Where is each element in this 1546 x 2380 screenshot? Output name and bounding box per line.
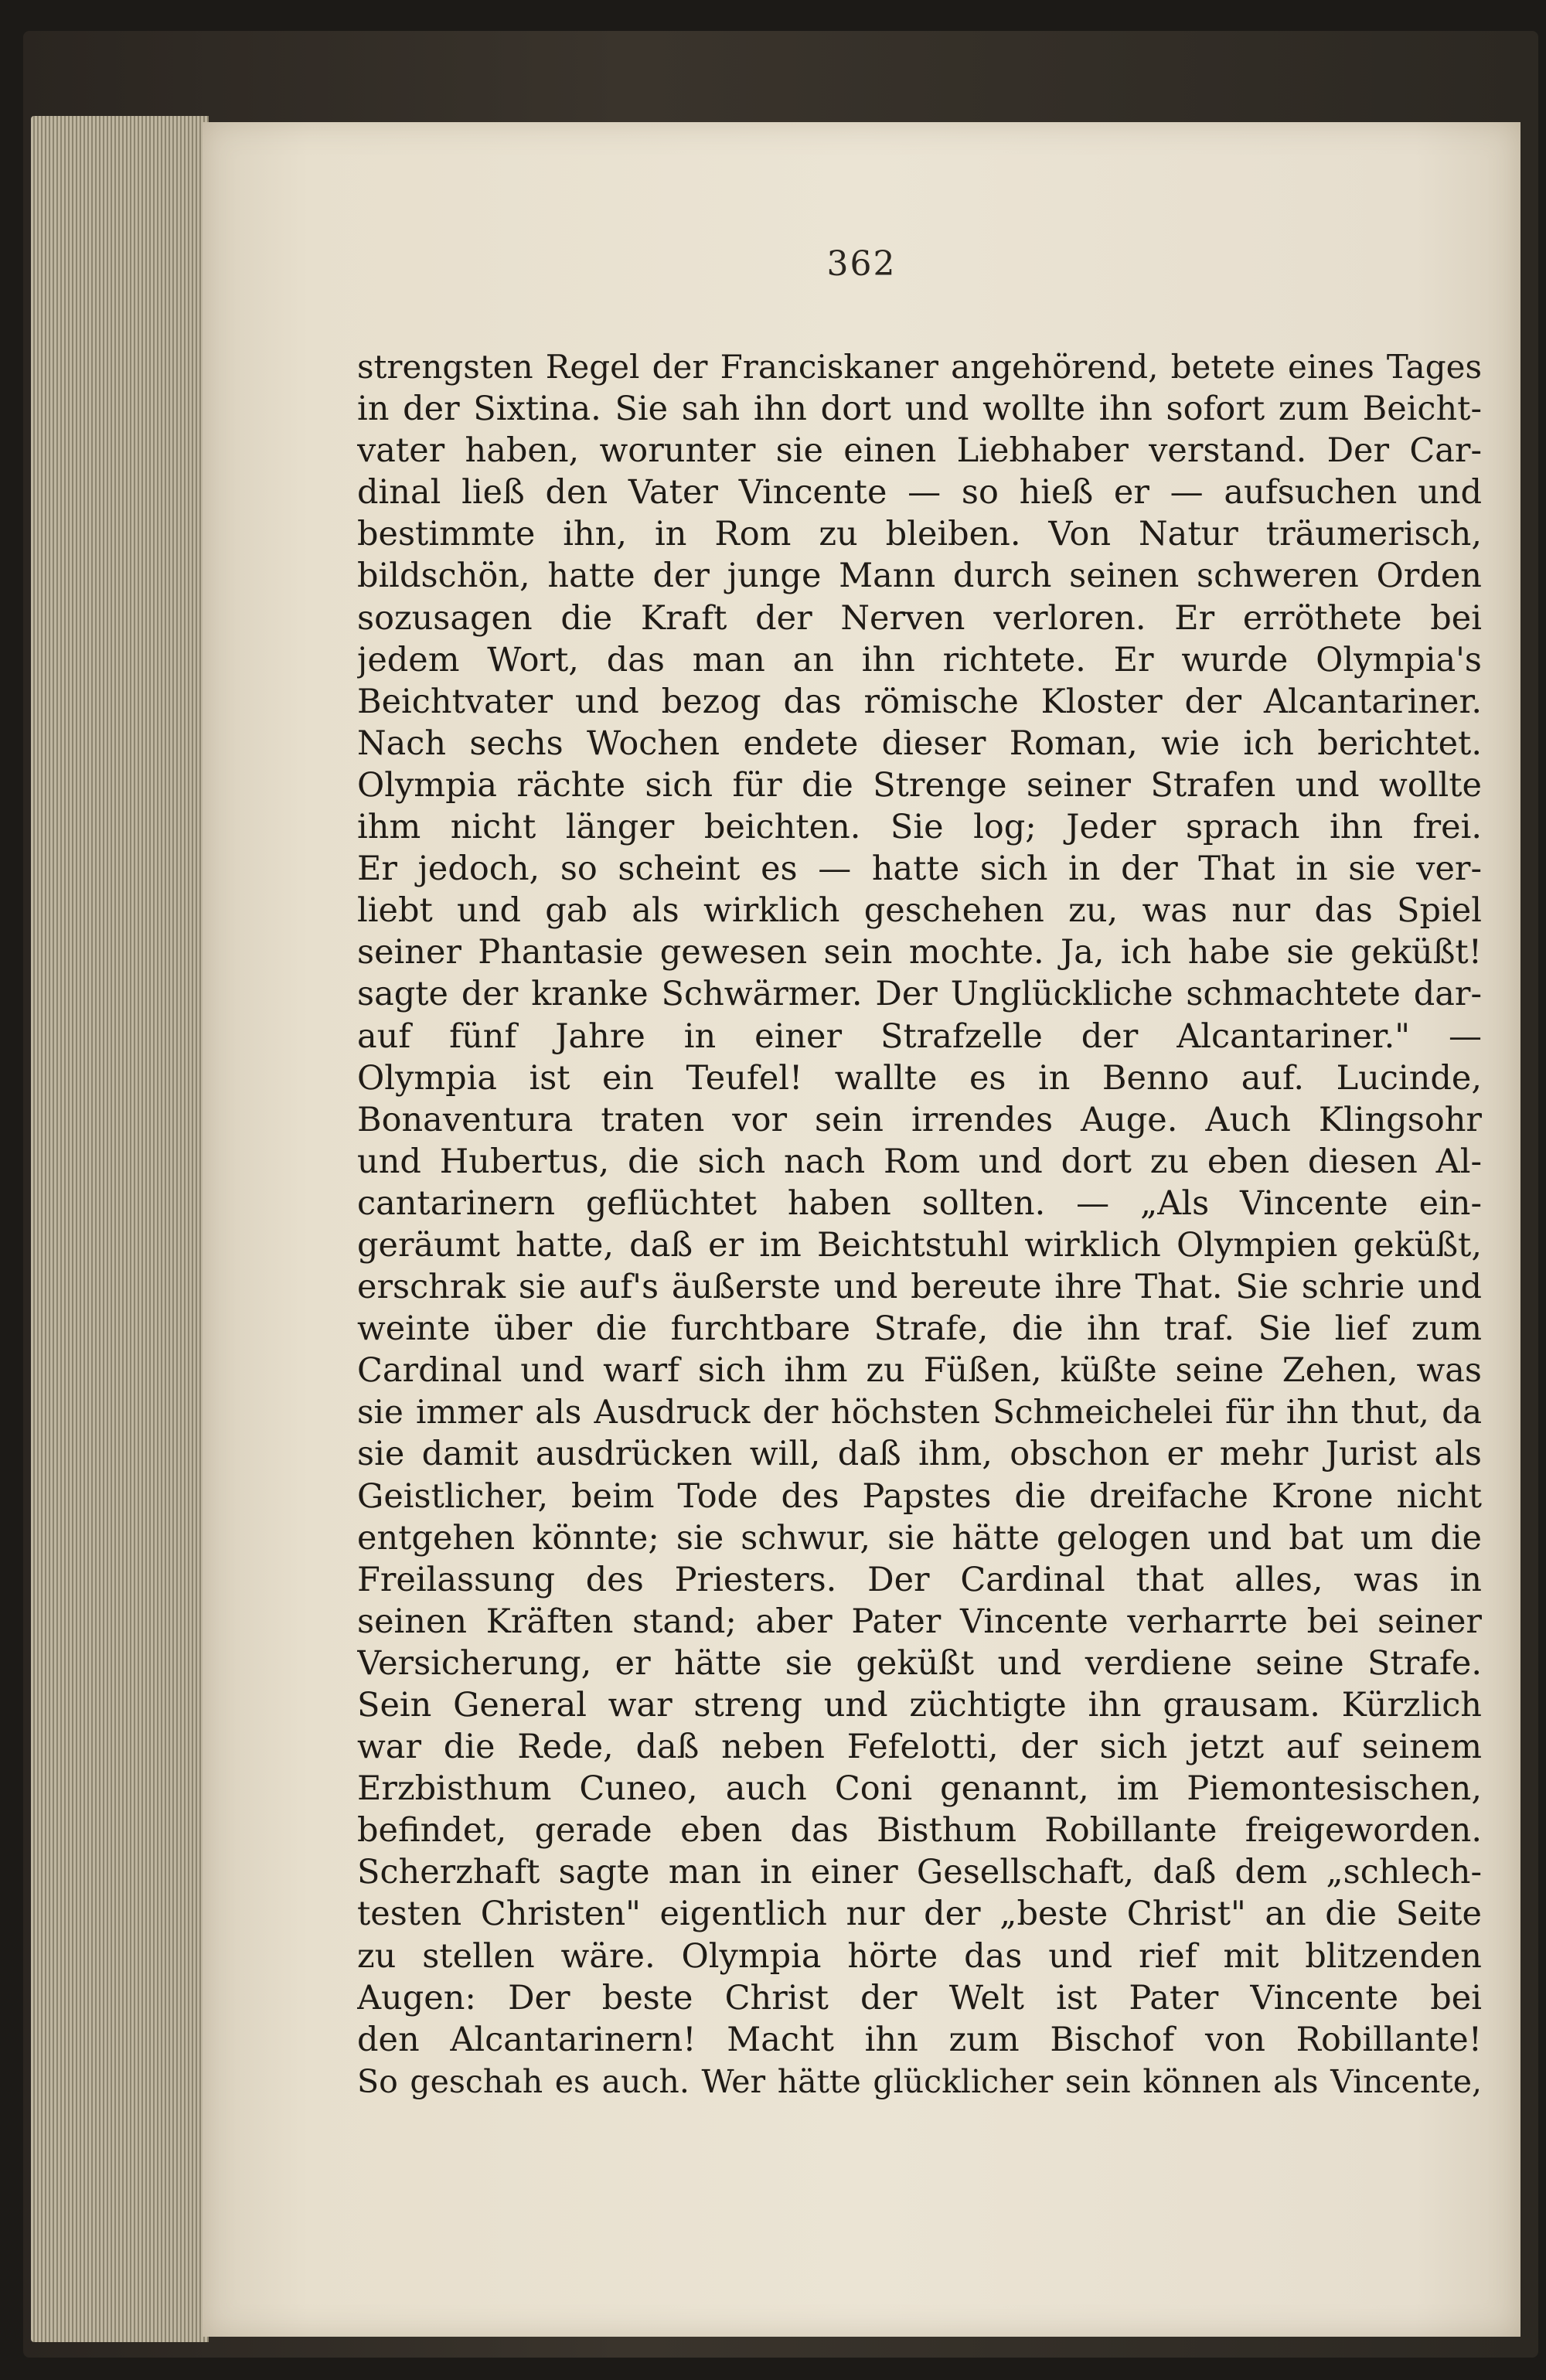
text-line: zu stellen wäre. Olympia hörte das und rief mit blitzenden xyxy=(357,1936,1482,1976)
text-line: Versicherung, er hätte sie geküßt und verdiene seine Strafe. xyxy=(357,1643,1482,1683)
text-line: jedem Wort, das man an ihn richtete. Er wurde Olympia's xyxy=(357,640,1482,679)
book-page xyxy=(203,122,1520,2337)
text-line: in der Sixtina. Sie sah ihn dort und wollte ihn sofort zum Beicht- xyxy=(357,390,1482,429)
text-line: cantarinern geflüchtet haben sollten. — „Als Vincente ein- xyxy=(357,1183,1482,1223)
text-line: Sein General war streng und züchtigte ihn grausam. Kürzlich xyxy=(357,1686,1482,1725)
text-line: Cardinal und warf sich ihm zu Füßen, küßte seine Zehen, was xyxy=(357,1351,1482,1391)
text-line: den Alcantarinern! Macht ihn zum Bischof von Robillante! xyxy=(357,2020,1482,2059)
text-line: Olympia rächte sich für die Strenge seiner Strafen und wollte xyxy=(357,765,1482,805)
text-line: geräumt hatte, daß er im Beichtstuhl wirklich Olympien geküßt, xyxy=(357,1225,1482,1265)
text-line: Nach sechs Wochen endete dieser Roman, wie ich berichtet. xyxy=(357,724,1482,763)
text-line: testen Christen" eigentlich nur der „beste Christ" an die Seite xyxy=(357,1895,1482,1934)
text-line: liebt und gab als wirklich geschehen zu, was nur das Spiel xyxy=(357,891,1482,931)
text-line: Bonaventura traten vor sein irrendes Auge. Auch Klingsohr xyxy=(357,1100,1482,1139)
text-line: sagte der kranke Schwärmer. Der Unglückliche schmachtete dar- xyxy=(357,975,1482,1014)
text-line: befindet, gerade eben das Bisthum Robillante freigeworden. xyxy=(357,1811,1482,1851)
text-line: Olympia ist ein Teufel! wallte es in Benno auf. Lucinde, xyxy=(357,1058,1482,1098)
text-line: und Hubertus, die sich nach Rom und dort zu eben diesen Al- xyxy=(357,1142,1482,1181)
text-line: ihm nicht länger beichten. Sie log; Jeder sprach ihn frei. xyxy=(357,808,1482,847)
text-line: weinte über die furchtbare Strafe, die ihn traf. Sie lief zum xyxy=(357,1309,1482,1349)
text-line: Freilassung des Priesters. Der Cardinal that alles, was in xyxy=(357,1560,1482,1599)
text-line: Augen: Der beste Christ der Welt ist Pater Vincente bei xyxy=(357,1978,1482,2017)
text-line: Erzbisthum Cuneo, auch Coni genannt, im Piemontesischen, xyxy=(357,1769,1482,1809)
text-line: So geschah es auch. Wer hätte glücklicher sein können als Vincente, xyxy=(357,2062,1482,2100)
text-line: Beichtvater und bezog das römische Kloster der Alcantariner. xyxy=(357,682,1482,721)
page-number: 362 xyxy=(826,244,897,284)
text-line: vater haben, worunter sie einen Liebhaber verstand. Der Car- xyxy=(357,431,1482,471)
text-line: seinen Kräften stand; aber Pater Vincente verharrte bei seiner xyxy=(357,1602,1482,1641)
page-edges xyxy=(31,116,209,2342)
body-text xyxy=(357,346,1482,2103)
text-line: bildschön, hatte der junge Mann durch seinen schweren Orden xyxy=(357,557,1482,596)
text-line: Scherzhaft sagte man in einer Gesellschaft, daß dem „schlech- xyxy=(357,1853,1482,1892)
text-line: war die Rede, daß neben Fefelotti, der sich jetzt auf seinem xyxy=(357,1728,1482,1767)
text-line: auf fünf Jahre in einer Strafzelle der Alcantariner." — xyxy=(357,1016,1482,1056)
text-line: Er jedoch, so scheint es — hatte sich in der That in sie ver- xyxy=(357,850,1482,889)
text-line: dinal ließ den Vater Vincente — so hieß er — aufsuchen und xyxy=(357,473,1482,512)
text-line: erschrak sie auf's äußerste und bereute ihre That. Sie schrie und xyxy=(357,1268,1482,1307)
text-line: entgehen könnte; sie schwur, sie hätte gelogen und bat um die xyxy=(357,1518,1482,1558)
text-line: strengsten Regel der Franciskaner angehörend, betete eines Tages xyxy=(357,348,1482,386)
text-line: Geistlicher, beim Tode des Papstes die dreifache Krone nicht xyxy=(357,1476,1482,1516)
text-line: bestimmte ihn, in Rom zu bleiben. Von Natur träumerisch, xyxy=(357,515,1482,554)
text-line: seiner Phantasie gewesen sein mochte. Ja, ich habe sie geküßt! xyxy=(357,933,1482,972)
text-line: sie damit ausdrücken will, daß ihm, obschon er mehr Jurist als xyxy=(357,1435,1482,1474)
text-line: sie immer als Ausdruck der höchsten Schmeichelei für ihn thut, da xyxy=(357,1393,1482,1432)
text-line: sozusagen die Kraft der Nerven verloren. Er erröthete bei xyxy=(357,598,1482,638)
